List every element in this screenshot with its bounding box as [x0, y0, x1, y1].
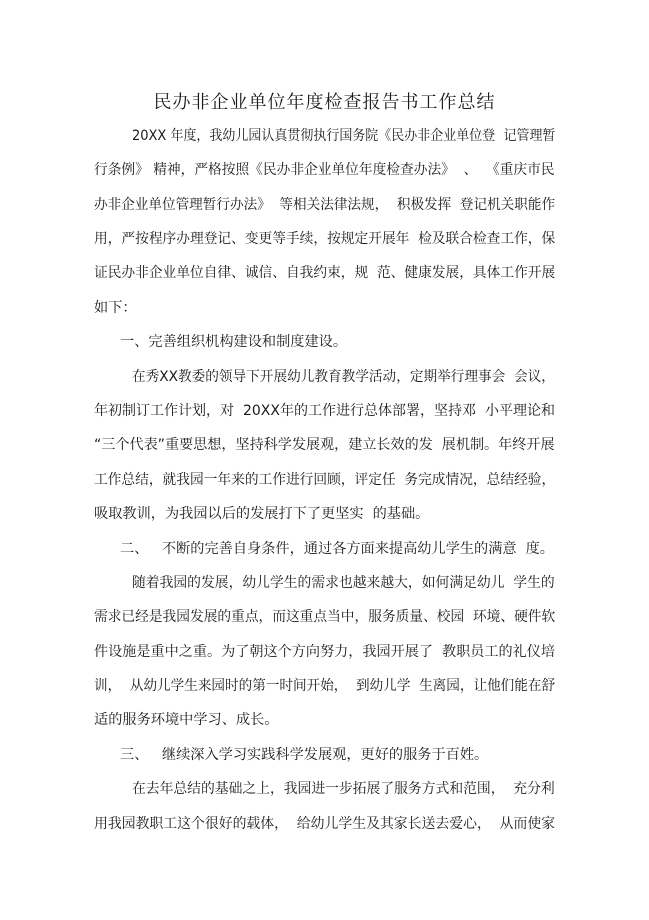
section-heading-2: 二、 不断的完善自身条件，通过各方面来提高幼儿学生的满意 度。	[120, 541, 554, 557]
paragraph-line-7: 在秀XX教委的领导下开展幼儿教育教学活动，定期举行理事会 会议，	[132, 369, 555, 385]
document-title: 民办非企业单位年度检查报告书工作总结	[153, 92, 496, 113]
paragraph-line-18: 用我园教职工这个很好的载体， 给幼儿学生及其家长送去爱心， 从而使家	[94, 816, 556, 832]
section-heading-1: 一、完善组织机构建设和制度建设。	[120, 334, 348, 350]
paragraph-line-13: 需求已经是我园发展的重点，而这重点当中，服务质量、校园 环境、硬件软	[94, 609, 556, 625]
paragraph-line-6: 如下：	[94, 300, 137, 316]
paragraph-line-12: 随着我园的发展，幼儿学生的需求也越来越大，如何满足幼儿 学生的	[132, 575, 555, 591]
paragraph-line-10: 工作总结，就我园一年来的工作进行回顾，评定任 务完成情况，总结经验，	[94, 472, 556, 488]
paragraph-line-15: 训， 从幼儿学生来园时的第一时间开始， 到幼儿学 生离园，让他们能在舒	[94, 678, 556, 694]
paragraph-line-1: 20XX 年度，我幼儿园认真贯彻执行国务院《民办非企业单位登 记管理暂	[132, 128, 556, 144]
paragraph-line-14: 件设施是重中之重。为了朝这个方向努力，我园开展了 教职员工的礼仪培	[94, 644, 556, 660]
section-heading-3: 三、 继续深入学习实践科学发展观，更好的服务于百姓。	[120, 747, 489, 763]
paragraph-line-8: 年初制订工作计划，对 20XX年的工作进行总体部署，坚持邓 小平理论和	[94, 403, 555, 419]
paragraph-line-3: 办非企业单位管理暂行办法》 等相关法律法规， 积极发挥 登记机关职能作	[94, 197, 556, 213]
paragraph-line-2: 行条例》 精神，严格按照《民办非企业单位年度检查办法》 、 《重庆市民	[94, 162, 555, 178]
paragraph-line-4: 用，严按程序办理登记、变更等手续，按规定开展年 检及联合检查工作，保	[94, 231, 556, 247]
paragraph-line-5: 证民办非企业单位自律、诚信、自我约束，规 范、健康发展，具体工作开展	[94, 265, 556, 281]
paragraph-line-9: “三个代表”重要思想，坚持科学发展观，建立长效的发 展机制。年终开展	[94, 437, 555, 453]
paragraph-line-17: 在去年总结的基础之上，我园进一步拓展了服务方式和范围， 充分利	[132, 781, 555, 797]
paragraph-line-11: 吸取教训，为我园以后的发展打下了更坚实 的基础。	[94, 506, 430, 522]
paragraph-line-16: 适的服务环境中学习、成长。	[94, 712, 279, 728]
